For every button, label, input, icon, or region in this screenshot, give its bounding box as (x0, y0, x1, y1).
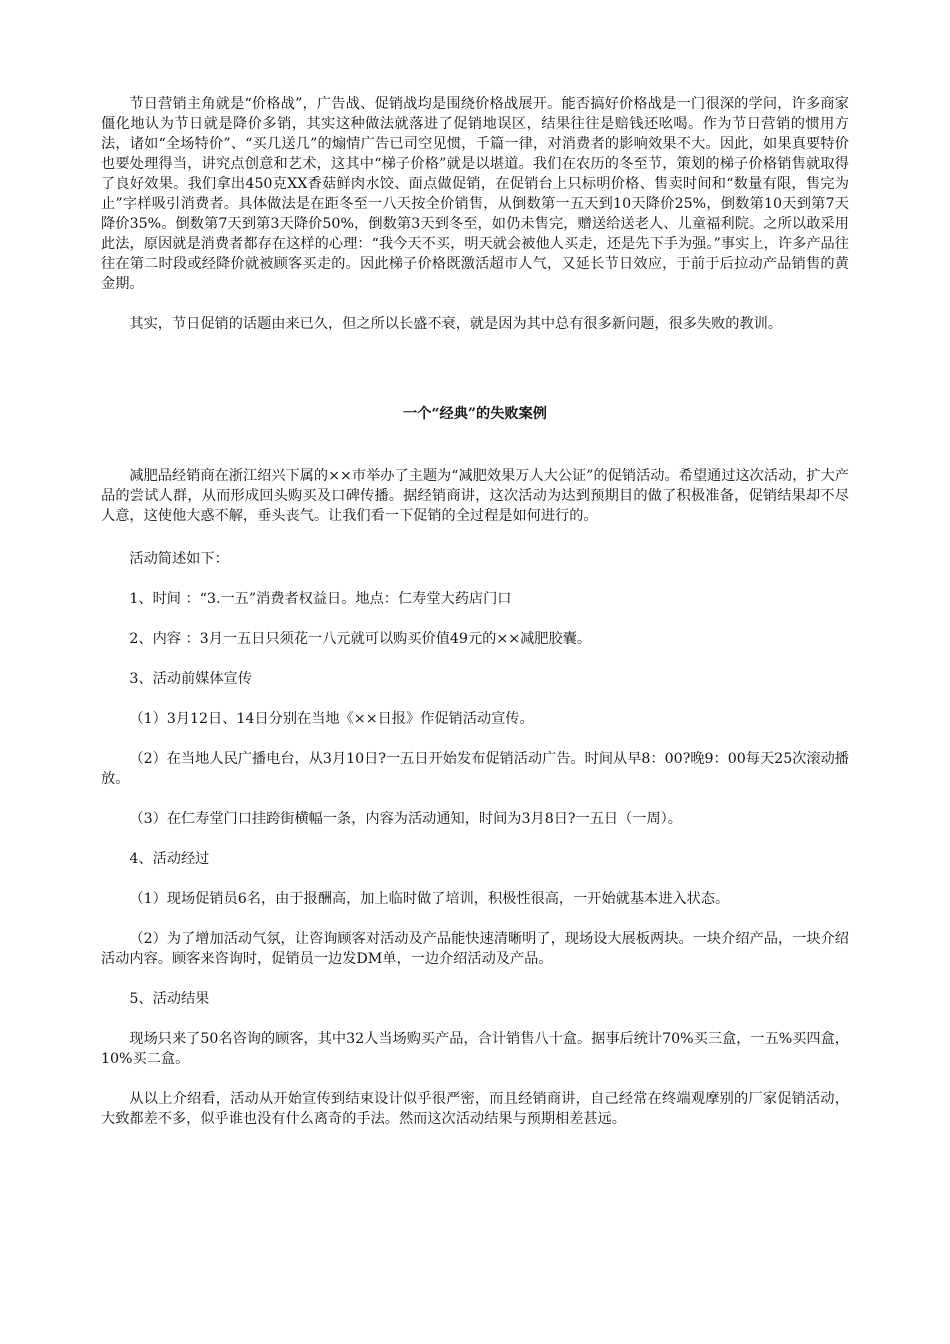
section-title: 一个“经典”的失败案例 (402, 406, 547, 422)
list-item-media: 3、活动前媒体宣传 (129, 671, 252, 687)
intro-paragraph-1: 节日营销主角就是“价格战”，广告战、促销战均是围绕价格战展开。能否搞好价格战是一门很深的学问，许多商家僵化地认为节日就是降价多销，其实这种做法就落进了促销地误区，结果往往是赔钱还吆喝。作为节日营销的惯用方法，诸如“全场特价”、“买几送几”的煽情广告已司空见惯，千篇一律，对消费者的影响效果不大。因此，如果真要特价也要处理得当，讲究点创意和艺术，这其中“梯子价格”就是以堪道。我们在农历的冬至节，策划的梯子价格销售就取得了良好效果。我们拿出450克XX香菇鲜肉水饺、面点做促销，在促销台上只标明价格、售卖时间和“数量有限，售完为止”字样吸引消费者。具体做法是在距冬至一八天按全价销售，从倒数第一五天到10天降价25%，倒数第10天到第7天降价35%。倒数第7天到第3天降价50%，倒数第3天到冬至，如仍未售完，赠送给送老人、儿童福利院。之所以敢采用此法，原因就是消费者都存在这样的心理：“我今天不买，明天就会被他人买走，还是先下手为强。”事实上，许多产品往往在第二时段或经降价就被顾客买走的。因此梯子价格既激活超市人气，又延长节日效应，于前于后拉动产品销售的黄金期。 (101, 96, 849, 292)
result-paragraph: 现场只来了50名咨询的顾客，其中32人当场购买产品，合计销售八十盒。据事后统计70%买三盒，一五%买四盒，10%买二盒。 (101, 1031, 849, 1067)
media-subitem-3: （3）在仁寿堂门口挂跨街横幅一条，内容为活动通知，时间为3月8日?一五日（一周）。 (129, 811, 682, 827)
list-item-result: 5、活动结果 (129, 991, 210, 1007)
summary-label: 活动简述如下： (129, 551, 229, 567)
process-subitem-2: （2）为了增加活动气氛，让咨询顾客对活动及产品能快速清晰明了，现场设大展板两块。一块介绍产品，一块介绍活动内容。顾客来咨询时，促销员一边发DM单，一边介绍活动及产品。 (101, 931, 849, 967)
intro-paragraph-2: 其实，节日促销的话题由来已久，但之所以长盛不衰，就是因为其中总有很多新问题，很多失败的教训。 (129, 316, 783, 332)
media-subitem-2: （2）在当地人民广播电台，从3月10日?一五日开始发布促销活动广告。时间从早8：00?晚9：00每天25次滚动播放。 (101, 751, 849, 787)
list-item-process: 4、活动经过 (129, 851, 210, 867)
process-subitem-1: （1）现场促销员6名，由于报酬高，加上临时做了培训，积极性很高，一开始就基本进入状态。 (129, 891, 730, 907)
media-subitem-1: （1）3月12日、14日分别在当地《××日报》作促销活动宣传。 (129, 711, 534, 727)
conclusion-paragraph: 从以上介绍看，活动从开始宣传到结束设计似乎很严密，而且经销商讲，自己经常在终端观摩别的厂家促销活动，大致都差不多，似乎谁也没有什么离奇的手法。然而这次活动结果与预期相差甚远。 (101, 1091, 849, 1127)
case-intro-paragraph: 减肥品经销商在浙江绍兴下属的××市举办了主题为“减肥效果万人大公证”的促销活动。希望通过这次活动，扩大产品的尝试人群，从而形成回头购买及口碑传播。据经销商讲，这次活动为达到预期目的做了积极准备，促销结果却不尽人意，这使他大惑不解，垂头丧气。让我们看一下促销的全过程是如何进行的。 (101, 468, 849, 524)
list-item-content: 2、内容 ：3月一五日只须花一八元就可以购买价值49元的××减肥胶囊。 (129, 631, 592, 647)
list-item-time: 1、时间 ：“3.一五”消费者权益日。地点：仁寿堂大药店门口 (129, 591, 512, 607)
document-page (101, 94, 849, 1129)
